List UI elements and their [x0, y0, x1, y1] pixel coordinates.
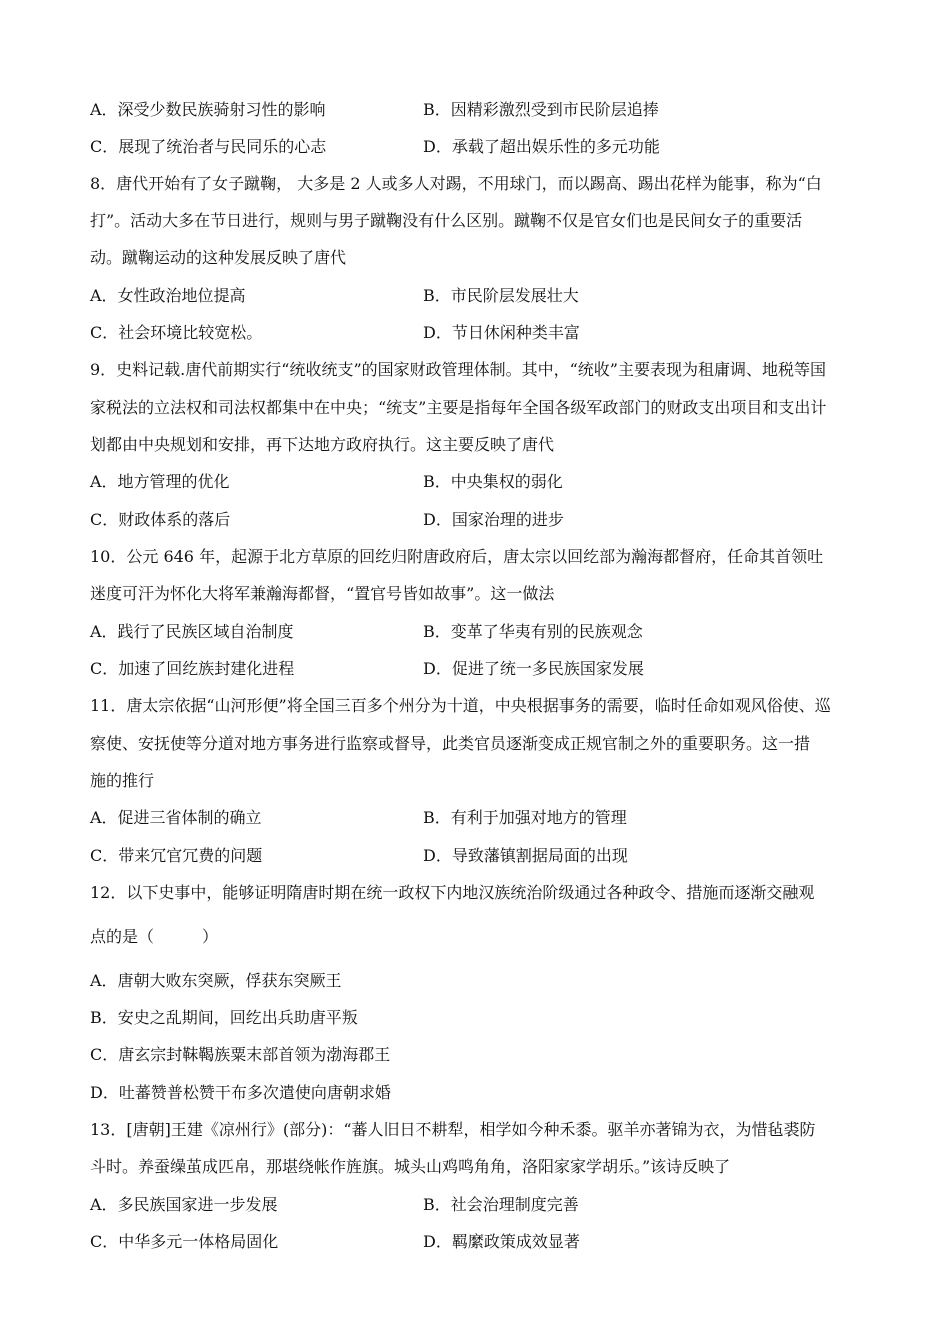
q8-stem-line-2: 打”。活动大多在节日进行，规则与男子蹴鞠没有什么区别。蹴鞠不仅是官女们也是民间女子的重要活	[90, 211, 803, 230]
q10-stem-line-2: 迷度可汗为怀化大将军兼瀚海都督，“置官号皆如故事”。这一做法	[90, 584, 555, 603]
q12-option-d[interactable]: D．吐蕃赞普松赞干布多次遣使向唐朝求婚	[90, 1083, 391, 1102]
q12-option-b[interactable]: B．安史之乱期间，回纥出兵助唐平叛	[90, 1008, 358, 1027]
q13-option-b[interactable]: B．社会治理制度完善	[423, 1195, 579, 1214]
q9-option-d[interactable]: D．国家治理的进步	[423, 510, 564, 529]
q9-stem-line-1: 9．史料记载.唐代前期实行“统收统支”的国家财政管理体制。其中，“统收”主要表现为租庸调、地税等国	[90, 360, 826, 379]
q10-option-d[interactable]: D．促进了统一多民族国家发展	[423, 659, 644, 678]
q8-stem-line-1: 8．唐代开始有了女子蹴鞠， 大多是 2 人或多人对踢，不用球门，而以踢高、踢出花样为能事，称为“白	[90, 174, 822, 193]
q9-option-a[interactable]: A．地方管理的优化	[90, 472, 230, 491]
q10-option-c[interactable]: C．加速了回纥族封建化进程	[90, 659, 295, 678]
q7-option-d[interactable]: D．承载了超出娱乐性的多元功能	[423, 137, 660, 156]
q12-stem-line-2: 点的是（ ）	[90, 927, 219, 946]
q11-option-a[interactable]: A．促进三省体制的确立	[90, 808, 262, 827]
q13-option-c[interactable]: C．中华多元一体格局固化	[90, 1232, 279, 1251]
q10-stem-line-1: 10．公元 646 年，起源于北方草原的回纥归附唐政府后，唐太宗以回纥部为瀚海都督府，任命其首领吐	[90, 547, 824, 566]
q7-option-b[interactable]: B．因精彩激烈受到市民阶层追捧	[423, 100, 659, 119]
q9-option-c[interactable]: C．财政体系的落后	[90, 510, 231, 529]
q10-option-b[interactable]: B．变革了华夷有别的民族观念	[423, 622, 643, 641]
q12-option-c[interactable]: C．唐玄宗封靺鞨族粟末部首领为渤海郡王	[90, 1045, 391, 1064]
q9-option-b[interactable]: B．中央集权的弱化	[423, 472, 563, 491]
q13-stem-line-1: 13．[唐朝]王建《凉州行》(部分)：“蕃人旧日不耕犁，相学如今种禾黍。驱羊亦著锦为衣，为惜毡裘防	[90, 1120, 816, 1139]
q8-option-a[interactable]: A．女性政治地位提高	[90, 286, 246, 305]
q7-option-c[interactable]: C．展现了统治者与民同乐的心志	[90, 137, 327, 156]
q11-stem-line-3: 施的推行	[90, 771, 155, 790]
q9-stem-line-2: 家税法的立法权和司法权都集中在中央；“统支”主要是指每年全国各级军政部门的财政支出项目和支出计	[90, 398, 827, 417]
q11-option-c[interactable]: C．带来冗官冗费的问题	[90, 846, 263, 865]
q11-option-b[interactable]: B．有利于加强对地方的管理	[423, 808, 627, 827]
q8-stem-line-3: 动。蹴鞠运动的这种发展反映了唐代	[90, 248, 347, 267]
q13-option-a[interactable]: A．多民族国家进一步发展	[90, 1195, 278, 1214]
q11-stem-line-1: 11．唐太宗依据“山河形便”将全国三百多个州分为十道，中央根据事务的需要，临时任命如观风俗使、巡	[90, 696, 831, 715]
q8-option-b[interactable]: B．市民阶层发展壮大	[423, 286, 579, 305]
q11-stem-line-2: 察使、安抚使等分道对地方事务进行监察或督导，此类官员逐渐变成正规官制之外的重要职务。这一措	[90, 734, 811, 753]
q12-stem-line-1: 12．以下史事中，能够证明隋唐时期在统一政权下内地汉族统治阶级通过各种政令、措施而逐渐交融观	[90, 883, 815, 902]
q9-stem-line-3: 划都由中央规划和安排，再下达地方政府执行。这主要反映了唐代	[90, 435, 555, 454]
q8-option-c[interactable]: C．社会环境比较宽松。	[90, 323, 263, 342]
q13-stem-line-2: 斗时。养蚕缲茧成匹帛，那堪绕帐作旌旗。城头山鸡鸣角角，洛阳家家学胡乐。”该诗反映了	[90, 1157, 731, 1176]
q10-option-a[interactable]: A．践行了民族区域自治制度	[90, 622, 294, 641]
q8-option-d[interactable]: D．节日休闲种类丰富	[423, 323, 580, 342]
q11-option-d[interactable]: D．导致藩镇割据局面的出现	[423, 846, 628, 865]
q12-option-a[interactable]: A．唐朝大败东突厥，俘获东突厥王	[90, 971, 342, 990]
q13-option-d[interactable]: D．羁縻政策成效显著	[423, 1232, 580, 1251]
q7-option-a[interactable]: A．深受少数民族骑射习性的影响	[90, 100, 326, 119]
